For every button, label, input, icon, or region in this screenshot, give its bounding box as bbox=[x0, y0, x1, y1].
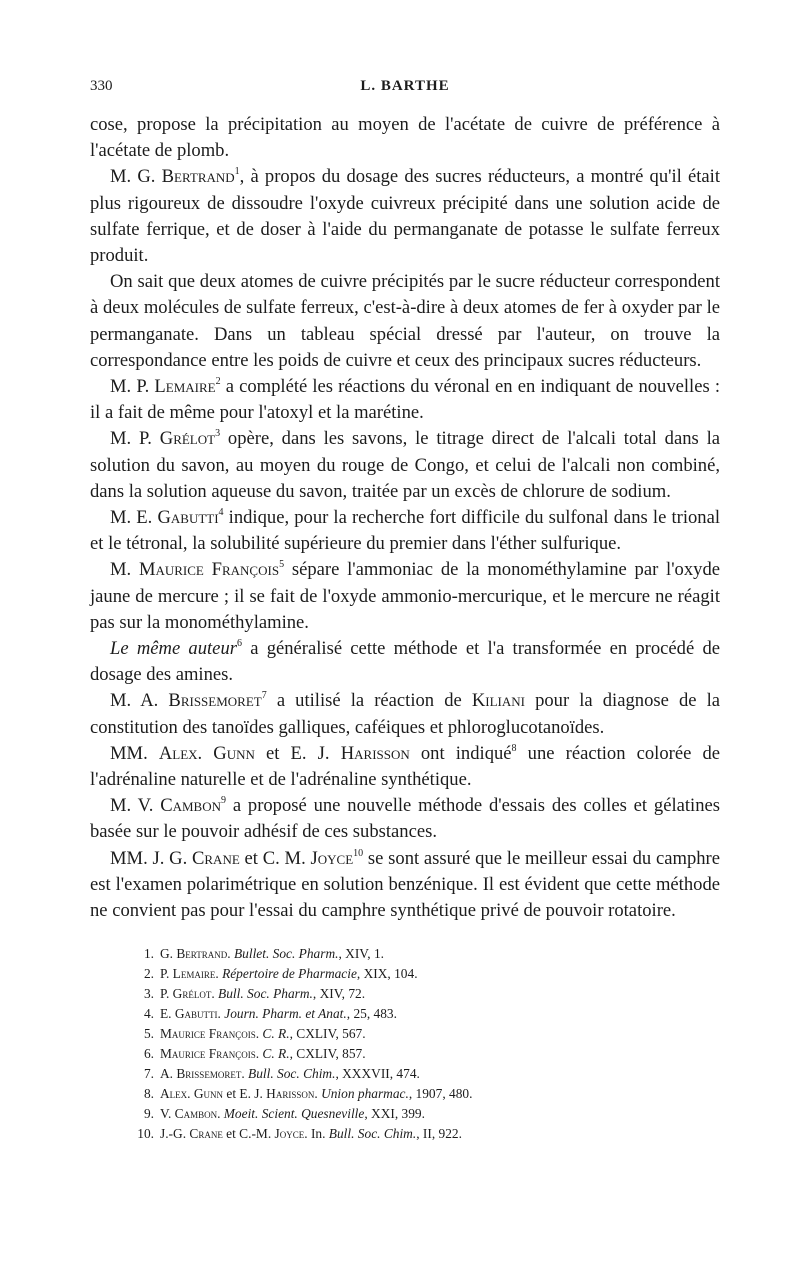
italic-text: Bull. Soc. Pharm. bbox=[218, 986, 313, 1002]
text-run: une réaction colorée de l'adrénaline naturelle et de l'adrénaline synthétique. bbox=[90, 742, 721, 791]
text-run: M. G. bbox=[110, 166, 162, 188]
author-name: Grélot bbox=[172, 986, 212, 1002]
text-run: M. P. bbox=[110, 428, 160, 450]
text-run: pour la diagnose de la constitution des tanoïdes galliques, caféiques et phloroglucotanoïdes. bbox=[90, 690, 721, 738]
footnote bbox=[134, 984, 720, 1004]
paragraph bbox=[90, 793, 720, 845]
text-run: sépare l'ammoniac de la monométhylamine par l'oxyde jaune de mercure ; il se fait de l'oxyde ammonio-mercurique, et le mercure ne réagit pas sur la monométhylamine. bbox=[90, 559, 720, 633]
text-run: a généralisé cette méthode et l'a transformée en procédé de dosage des amines. bbox=[90, 638, 720, 686]
paragraph bbox=[90, 741, 720, 793]
paragraph bbox=[90, 269, 720, 374]
footnote-ref: 4 bbox=[218, 507, 224, 519]
author-name: Lemaire bbox=[154, 376, 216, 398]
author-name: Maurice François bbox=[138, 559, 280, 581]
italic-text: C. R. bbox=[262, 1046, 290, 1062]
text-run: On sait que deux atomes de cuivre précipités par le sucre réducteur correspondent à deux molécules de sulfate ferreux, c'est-à-dire à deux atomes de fer à oxyder par le permanganate. Dans un tableau spécial dressé par l'auteur, on trouve la correspondance entre les poids de cuivre et ceux des principaux sucres réducteurs. bbox=[90, 271, 720, 371]
footnote-ref: 8 bbox=[511, 742, 517, 754]
text-run: , CXLIV, 857. bbox=[289, 1046, 366, 1062]
footnote-number: 4. bbox=[143, 1006, 154, 1022]
paragraph bbox=[90, 557, 720, 636]
italic-text: Bull. Soc. Chim. bbox=[248, 1066, 336, 1082]
text-run: a utilisé la réaction de bbox=[266, 690, 472, 712]
author-name: Alex. Gunn bbox=[160, 1086, 224, 1102]
text-run: MM. J. G. bbox=[110, 847, 192, 869]
author-name: Harisson bbox=[266, 1086, 315, 1102]
author-name: Bertrand bbox=[176, 946, 228, 962]
text-run: et E. J. bbox=[254, 742, 341, 764]
text-run: et C.-M. bbox=[222, 1126, 275, 1142]
text-run: M. A. bbox=[110, 690, 169, 712]
text-run: V. bbox=[160, 1106, 175, 1122]
paragraph bbox=[90, 505, 720, 557]
text-run: . bbox=[227, 946, 234, 962]
page bbox=[90, 78, 720, 1144]
text-run: . In. bbox=[304, 1126, 329, 1142]
body-text bbox=[90, 112, 720, 924]
footnote bbox=[134, 1124, 720, 1144]
text-run: . bbox=[255, 1026, 263, 1042]
author-name: Joyce bbox=[274, 1126, 305, 1142]
paragraph bbox=[90, 112, 720, 164]
footnote bbox=[134, 944, 720, 964]
paragraph bbox=[90, 846, 720, 925]
text-run: , 1907, 480. bbox=[408, 1086, 473, 1102]
text-run: J.-G. bbox=[160, 1126, 190, 1142]
italic-text: C. R. bbox=[262, 1026, 290, 1042]
author-name: Grélot bbox=[159, 428, 216, 450]
footnote-ref: 6 bbox=[236, 638, 242, 650]
text-run: ont indiqué bbox=[409, 742, 512, 764]
text-run: G. bbox=[160, 946, 177, 962]
author-name: Brissemoret bbox=[176, 1066, 242, 1082]
italic-text: Journ. Pharm. et Anat. bbox=[224, 1006, 347, 1022]
author-name: Cambon bbox=[174, 1106, 218, 1122]
author-name: Gabutti bbox=[174, 1006, 218, 1022]
text-run: , II, 922. bbox=[416, 1126, 462, 1142]
text-run: . bbox=[215, 966, 223, 982]
footnote-number: 8. bbox=[143, 1086, 154, 1102]
italic-text: Union pharmac. bbox=[321, 1086, 409, 1102]
footnote-number: 9. bbox=[143, 1106, 154, 1122]
footnote bbox=[134, 1044, 720, 1064]
text-run: , XXI, 399. bbox=[364, 1106, 425, 1122]
footnote-ref: 9 bbox=[220, 795, 226, 807]
text-run: a complété les réactions du véronal en en indiquant de nouvelles : il a fait de même pour l'atoxyl et la marétine. bbox=[90, 376, 721, 424]
footnote-ref: 10 bbox=[353, 847, 364, 859]
author-name: Crane bbox=[191, 847, 240, 869]
text-run: , CXLIV, 567. bbox=[289, 1026, 366, 1042]
text-run: E. bbox=[160, 1006, 175, 1022]
text-run: opère, dans les savons, le titrage direct de l'alcali total dans la solution du savon, au moyen du rouge de Congo, et celui de l'alcali non combiné, dans la solution aqueuse du savon, traitée par un excès de chlorure de sodium. bbox=[90, 428, 720, 502]
text-run: . bbox=[314, 1086, 322, 1102]
text-run: a proposé une nouvelle méthode d'essais des colles et gélatines basée sur le pouvoir adhésif de ces substances. bbox=[90, 795, 720, 843]
text-run: M. bbox=[110, 559, 139, 581]
page-header bbox=[90, 78, 720, 102]
author-name: Maurice François bbox=[160, 1046, 256, 1062]
paragraph bbox=[90, 688, 720, 740]
page-number: 330 bbox=[90, 78, 113, 94]
footnote-number: 2. bbox=[143, 966, 154, 982]
text-run: et E. J. bbox=[223, 1086, 267, 1102]
footnote bbox=[134, 1004, 720, 1024]
text-run: . bbox=[217, 1006, 225, 1022]
text-run: , XIV, 72. bbox=[312, 986, 366, 1002]
italic-text: Moeit. Scient. Quesneville bbox=[223, 1106, 365, 1122]
footnote bbox=[134, 1064, 720, 1084]
author-name: Crane bbox=[189, 1126, 223, 1142]
running-title: L. BARTHE bbox=[360, 78, 450, 94]
author-name: Bertrand bbox=[161, 166, 235, 188]
text-run: M. E. bbox=[110, 507, 158, 529]
text-run: MM. bbox=[110, 742, 159, 764]
text-run: . bbox=[255, 1046, 263, 1062]
footnote-ref: 5 bbox=[279, 559, 285, 571]
text-run: , XXXVII, 474. bbox=[335, 1066, 420, 1082]
footnote-ref: 1 bbox=[234, 166, 240, 178]
text-run: se sont assuré que le meilleur essai du camphre est l'examen polarimétrique en solution benzénique. Il est évident que cette méthode ne convient pas pour l'essai du camphre synthétique privé de pouvoir rotatoire. bbox=[90, 847, 720, 922]
text-run: . bbox=[241, 1066, 249, 1082]
text-run: M. V. bbox=[110, 795, 161, 817]
text-run: . bbox=[217, 1106, 224, 1122]
footnote-ref: 2 bbox=[215, 376, 221, 388]
text-run: M. P. bbox=[110, 376, 155, 398]
text-run: , à propos du dosage des sucres réducteurs, a montré qu'il était plus rigoureux de dissoudre l'oxyde cuivreux précipité dans une solution acide de sulfate ferrique, et de doser à l'aide du permanganate de potasse le sulfate ferreux produit. bbox=[90, 166, 720, 267]
text-run: , XIV, 1. bbox=[338, 946, 384, 962]
text-run: P. bbox=[160, 986, 173, 1002]
author-name: Lemaire bbox=[172, 966, 216, 982]
footnote-ref: 7 bbox=[261, 690, 267, 702]
text-run: et C. M. bbox=[239, 847, 311, 869]
paragraph bbox=[90, 426, 720, 505]
text-run: indique, pour la recherche fort difficile du sulfonal dans le trional et le tétronal, la solubilité supérieure du premier dans l'éther sulfurique. bbox=[90, 507, 720, 555]
footnote-number: 5. bbox=[143, 1026, 154, 1042]
author-name: Harisson bbox=[340, 742, 410, 764]
text-run: , XIX, 104. bbox=[356, 966, 418, 982]
paragraph bbox=[90, 374, 720, 426]
author-name: Gabutti bbox=[157, 507, 219, 529]
author-name: Cambon bbox=[160, 795, 221, 817]
italic-text: Le même auteur bbox=[110, 638, 237, 660]
footnote-number: 7. bbox=[143, 1066, 154, 1082]
footnote bbox=[134, 1084, 720, 1104]
footnote-number: 1. bbox=[143, 946, 154, 962]
text-run: . bbox=[211, 986, 219, 1002]
author-name: Brissemoret bbox=[168, 690, 262, 712]
text-run: cose, propose la précipitation au moyen de l'acétate de cuivre de préférence à l'acétate de plomb. bbox=[90, 114, 720, 162]
paragraph bbox=[90, 164, 720, 269]
text-run: P. bbox=[160, 966, 173, 982]
footnote bbox=[134, 1104, 720, 1124]
footnote-number: 10. bbox=[137, 1126, 154, 1142]
footnote-number: 3. bbox=[143, 986, 154, 1002]
footnote-ref: 3 bbox=[215, 428, 221, 440]
italic-text: Répertoire de Pharmacie bbox=[222, 966, 357, 982]
author-name: Kiliani bbox=[471, 690, 525, 712]
text-run: , 25, 483. bbox=[346, 1006, 397, 1022]
footnotes bbox=[90, 944, 720, 1144]
paragraph bbox=[90, 636, 720, 688]
footnote bbox=[134, 1024, 720, 1044]
italic-text: Bullet. Soc. Pharm. bbox=[233, 946, 339, 962]
italic-text: Bull. Soc. Chim. bbox=[328, 1126, 417, 1142]
footnote-number: 6. bbox=[143, 1046, 154, 1062]
text-run: A. bbox=[160, 1066, 177, 1082]
footnote bbox=[134, 964, 720, 984]
author-name: Alex. Gunn bbox=[158, 742, 255, 764]
author-name: Joyce bbox=[310, 847, 354, 869]
author-name: Maurice François bbox=[160, 1026, 256, 1042]
